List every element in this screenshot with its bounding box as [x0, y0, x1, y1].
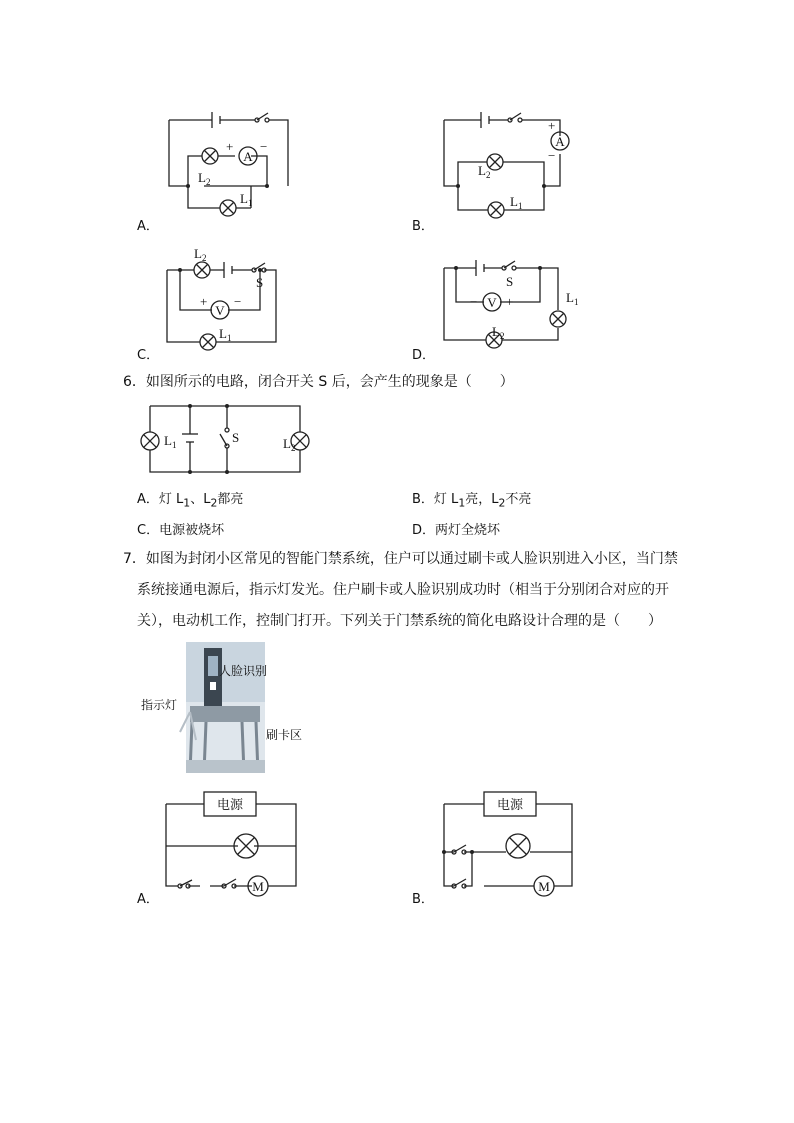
- svg-text:S: S: [506, 274, 514, 289]
- q6-choice-a[interactable]: A．灯 $L_1$、$L_2$都亮: [137, 492, 244, 510]
- power-source-label: 电源: [496, 798, 524, 813]
- q5-option-c-letter: C．: [137, 348, 160, 363]
- q6-choice-c[interactable]: C．电源被烧坏: [137, 523, 225, 538]
- svg-text:L: L: [566, 290, 574, 305]
- svg-text:1: 1: [172, 440, 177, 450]
- svg-text:1: 1: [574, 297, 579, 307]
- q5-option-a-letter: A．: [137, 219, 159, 234]
- motor-label: M: [252, 879, 264, 894]
- svg-text:L: L: [219, 326, 227, 341]
- q7-stem-line2: 系统接通电源后，指示灯发光。住户刷卡或人脸识别成功时（相当于分别闭合对应的开: [137, 582, 669, 598]
- svg-text:L: L: [240, 191, 248, 206]
- svg-text:+: +: [226, 139, 234, 154]
- switch-icon: [222, 879, 236, 888]
- switch-icon: [452, 879, 466, 888]
- svg-text:S: S: [232, 430, 240, 445]
- card-area-label: 刷卡区: [266, 728, 303, 742]
- q6-choice-d[interactable]: D．两灯全烧坏: [412, 523, 501, 538]
- svg-text:+: +: [200, 294, 208, 309]
- q5-circuit-a: [160, 108, 300, 218]
- svg-text:−: −: [234, 294, 242, 309]
- q7-circuit-b: [436, 790, 586, 894]
- svg-text:V: V: [487, 295, 497, 310]
- power-source-label: 电源: [216, 798, 244, 813]
- svg-text:+: +: [506, 294, 514, 309]
- svg-text:L: L: [283, 436, 291, 451]
- svg-text:S: S: [256, 275, 264, 290]
- svg-text:1: 1: [227, 333, 232, 343]
- q7-option-a-letter: A．: [137, 892, 159, 907]
- face-recognition-label: 人脸识别: [219, 664, 268, 678]
- q5-option-b-letter: B．: [412, 219, 434, 234]
- lamp-icon: [220, 200, 236, 216]
- lamp-icon: [506, 834, 530, 858]
- svg-text:2: 2: [291, 443, 296, 453]
- switch-icon: [178, 880, 192, 888]
- lamp-icon: [487, 154, 503, 170]
- q7-stem-line3: 关），电动机工作，控制门打开。下列关于门禁系统的简化电路设计合理的是（ ）: [137, 613, 662, 629]
- svg-text:2: 2: [206, 177, 211, 187]
- svg-text:2: 2: [500, 331, 505, 341]
- svg-text:2: 2: [202, 253, 207, 263]
- lamp-icon: [550, 311, 566, 327]
- lamp-icon: [141, 432, 159, 450]
- svg-text:2: 2: [486, 170, 491, 180]
- meter-label: A: [243, 149, 253, 164]
- svg-text:L: L: [510, 194, 518, 209]
- svg-text:V: V: [215, 303, 225, 318]
- lamp-icon: [194, 262, 210, 278]
- q5-option-d-letter: D．: [412, 348, 436, 363]
- svg-text:1: 1: [248, 198, 253, 208]
- indicator-light-label: 指示灯: [141, 698, 178, 712]
- q7-option-b-letter: B．: [412, 892, 434, 907]
- q6-choice-b[interactable]: B．灯 $L_1$亮，$L_2$不亮: [412, 492, 532, 510]
- q7-stem-line1: 7．如图为封闭小区常见的智能门禁系统，住户可以通过刷卡或人脸识别进入小区，当门禁: [123, 551, 678, 567]
- svg-text:L: L: [164, 433, 172, 448]
- q6-stem: 6．如图所示的电路，闭合开关 S 后，会产生的现象是（ ）: [123, 374, 514, 390]
- motor-label: M: [538, 879, 550, 894]
- lamp-icon: [200, 334, 216, 350]
- svg-text:L: L: [478, 163, 486, 178]
- q5-circuit-b: [436, 108, 576, 218]
- svg-text:−: −: [470, 294, 478, 309]
- lamp-icon: [488, 202, 504, 218]
- svg-text:−: −: [260, 139, 268, 154]
- switch-icon: [452, 845, 466, 854]
- svg-text:1: 1: [518, 201, 523, 211]
- q5-circuit-d: [436, 256, 586, 356]
- svg-text:A: A: [555, 134, 565, 149]
- q5-circuit-c: [160, 248, 300, 358]
- q6-circuit: [138, 400, 308, 476]
- svg-text:−: −: [548, 148, 556, 163]
- q7-circuit-a: [158, 790, 308, 894]
- svg-text:+: +: [548, 118, 556, 133]
- lamp-icon: [202, 148, 218, 164]
- svg-text:L: L: [198, 170, 206, 185]
- svg-text:L: L: [194, 246, 202, 261]
- svg-text:L: L: [492, 324, 500, 339]
